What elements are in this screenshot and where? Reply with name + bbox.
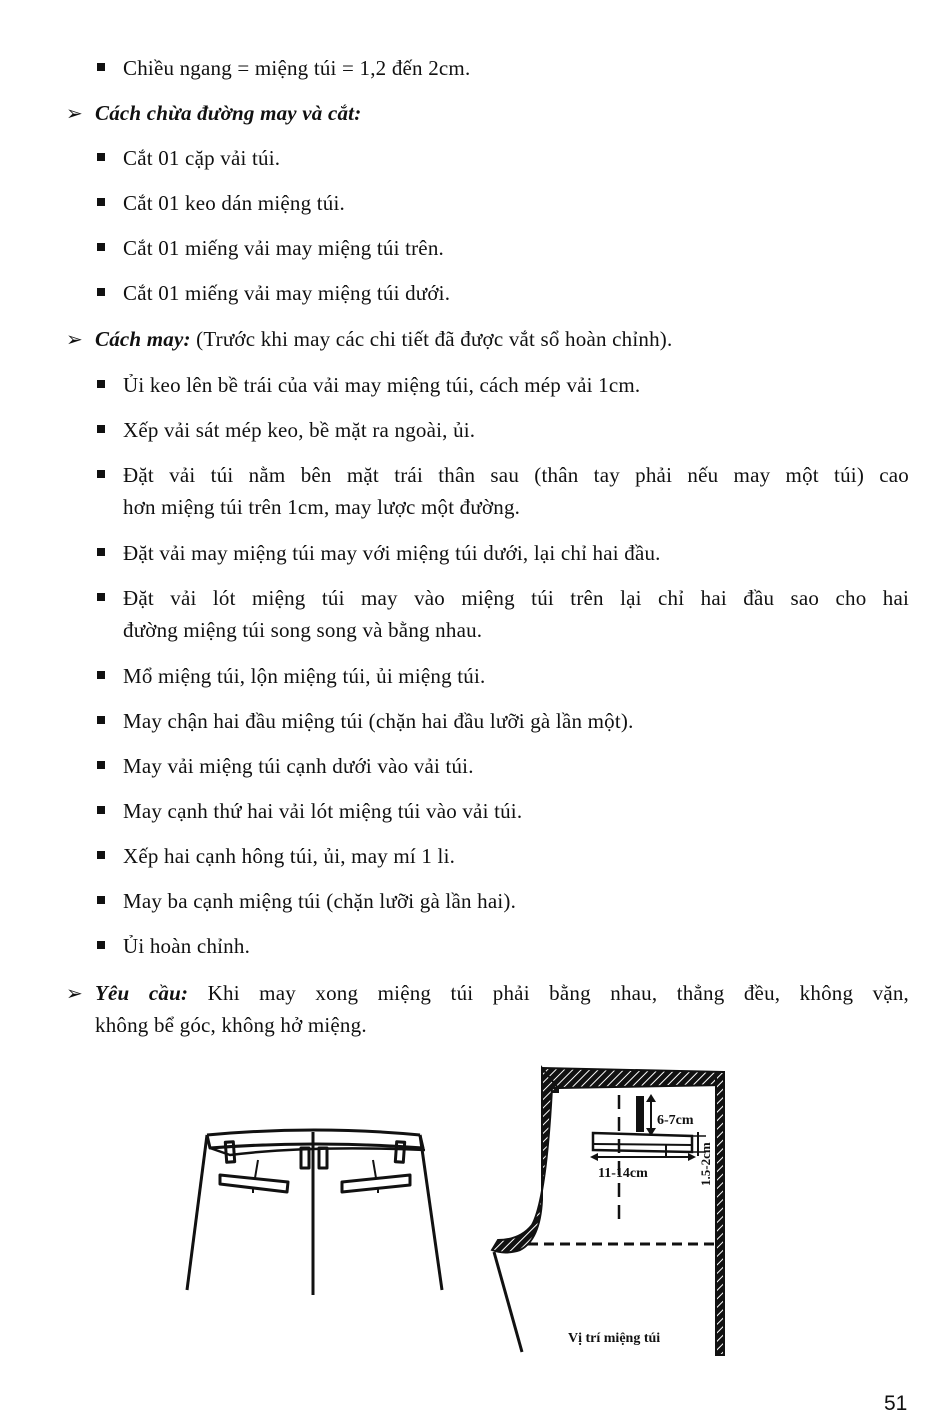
list-item: May vải miệng túi cạnh dưới vào vải túi.	[123, 754, 474, 778]
figure-caption: Vị trí miệng túi	[568, 1331, 661, 1346]
list-item: Xếp vải sát mép keo, bề mặt ra ngoài, ủi.	[123, 418, 476, 442]
section-line	[95, 981, 909, 1005]
list-item: May chận hai đầu miệng túi (chặn hai đầu lưỡi gà lần một).	[123, 709, 634, 733]
page-number: 51	[884, 1392, 908, 1415]
list-item: Ủi hoàn chỉnh.	[123, 934, 251, 958]
arrow-bullet-icon: ➢	[66, 101, 83, 125]
bullet-marker	[97, 63, 105, 71]
list-item: Cắt 01 cặp vải túi.	[123, 146, 281, 170]
list-item: Đặt vải may miệng túi may với miệng túi dưới, lại chỉ hai đầu.	[123, 541, 661, 565]
pocket-placement-diagram	[480, 1060, 740, 1370]
bullet-marker	[97, 806, 105, 814]
section-note-line: không bể góc, không hở miệng.	[95, 1013, 367, 1037]
list-item: Xếp hai cạnh hông túi, ủi, may mí 1 li.	[123, 844, 456, 868]
bullet-marker	[97, 153, 105, 161]
bullet-marker	[97, 593, 105, 601]
trousers-back-illustration	[180, 1120, 450, 1300]
bullet-marker	[97, 851, 105, 859]
bullet-marker	[97, 380, 105, 388]
section-line	[95, 327, 672, 351]
bullet-marker	[97, 243, 105, 251]
arrow-bullet-icon: ➢	[66, 981, 83, 1005]
dim-depth-label: 6-7cm	[657, 1113, 694, 1128]
list-item: Cắt 01 miếng vải may miệng túi trên.	[123, 236, 444, 260]
bullet-marker	[97, 288, 105, 296]
bullet-marker	[97, 941, 105, 949]
list-item-line: đường miệng túi song song và bằng nhau.	[123, 618, 483, 642]
bullet-marker	[97, 198, 105, 206]
dim-height-label: 1.5-2cm	[698, 1142, 713, 1186]
section-heading: Cách chừa đường may và cắt:	[95, 101, 362, 125]
bullet-marker	[97, 761, 105, 769]
section-heading: Yêu cầu:	[95, 981, 189, 1005]
list-item: Ủi keo lên bề trái của vải may miệng túi, cách mép vải 1cm.	[123, 373, 641, 397]
section-note: Khi may xong miệng túi phải bằng nhau, thẳng đều, không vặn,	[207, 981, 909, 1005]
arrow-bullet-icon: ➢	[66, 327, 83, 351]
section-heading: Cách may:	[95, 327, 191, 351]
list-item: May cạnh thứ hai vải lót miệng túi vào vải túi.	[123, 799, 523, 823]
list-item: Cắt 01 keo dán miệng túi.	[123, 191, 345, 215]
bullet-marker	[97, 716, 105, 724]
section-note: (Trước khi may các chi tiết đã được vắt sổ hoàn chỉnh).	[196, 327, 673, 351]
list-item-line: hơn miệng túi trên 1cm, may lược một đường.	[123, 495, 521, 519]
bullet-marker	[97, 671, 105, 679]
bullet-marker	[97, 896, 105, 904]
list-item: Mổ miệng túi, lộn miệng túi, ủi miệng túi.	[123, 664, 486, 688]
list-item: Chiều ngang = miệng túi = 1,2 đến 2cm.	[123, 56, 471, 80]
bullet-marker	[97, 425, 105, 433]
list-item: May ba cạnh miệng túi (chặn lưỡi gà lần hai).	[123, 889, 517, 913]
bullet-marker	[97, 548, 105, 556]
dim-width-label: 11-14cm	[598, 1166, 648, 1181]
list-item: Cắt 01 miếng vải may miệng túi dưới.	[123, 281, 451, 305]
list-item-line: Đặt vải lót miệng túi may vào miệng túi trên lại chỉ hai đầu sao cho hai	[123, 586, 909, 610]
bullet-marker	[97, 470, 105, 478]
list-item-line: Đặt vải túi nằm bên mặt trái thân sau (thân tay phải nếu may một túi) cao	[123, 463, 909, 487]
